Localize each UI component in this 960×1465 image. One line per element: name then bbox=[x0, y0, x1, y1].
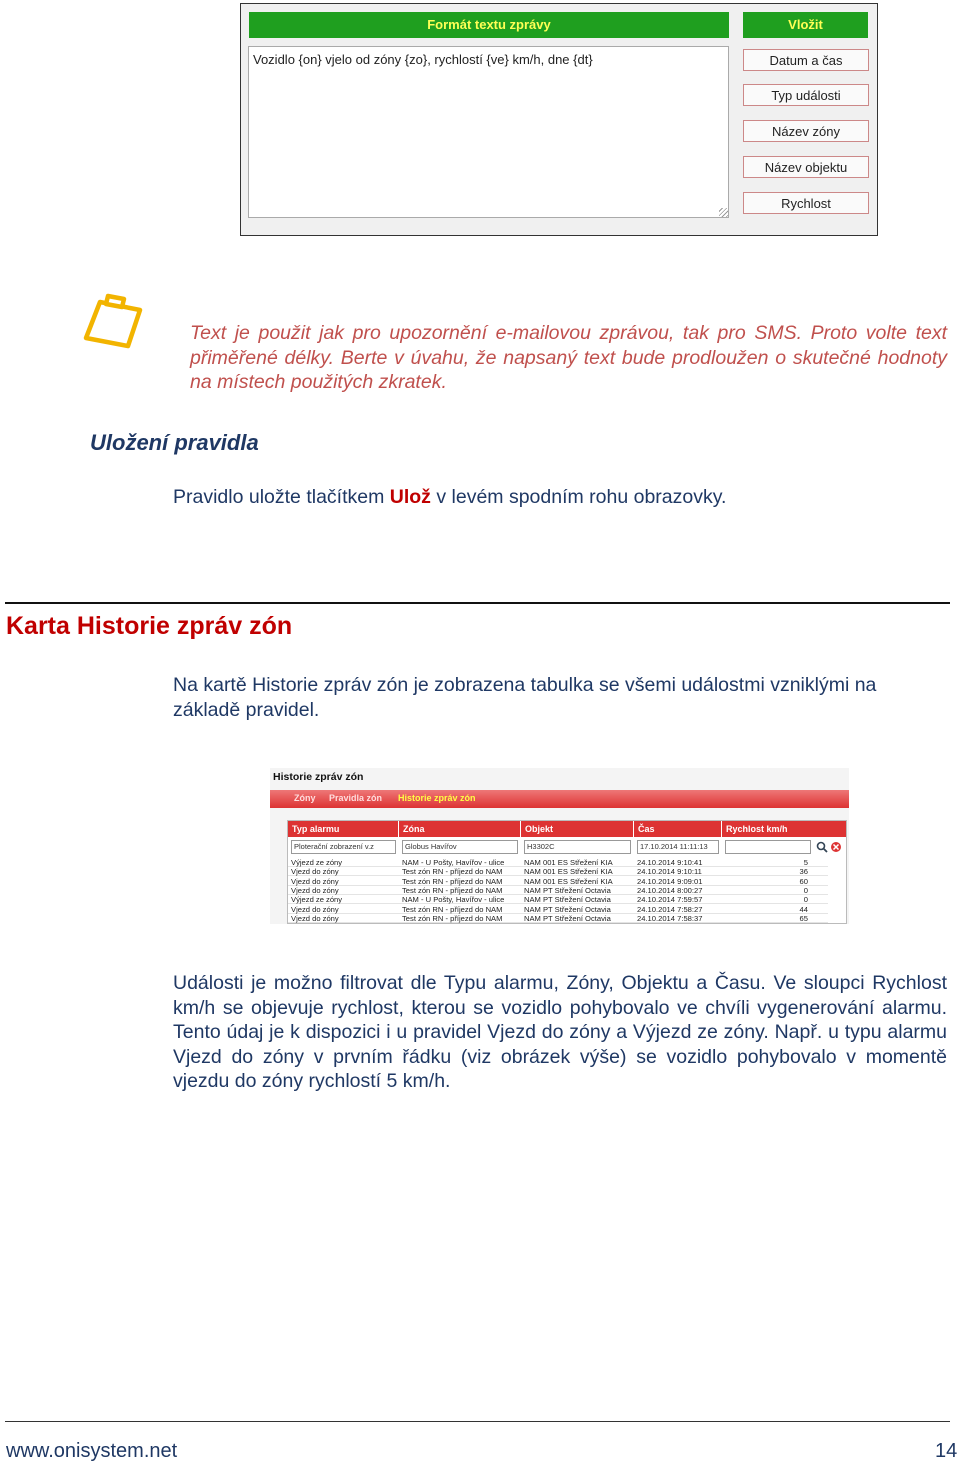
table-cell: Vjezd do zóny bbox=[291, 876, 339, 886]
section-intro-paragraph: Na kartě Historie zpráv zón je zobrazena tabulka se všemi událostmi vzniklými na základě pravidel. bbox=[173, 674, 877, 721]
tab-zone-history[interactable]: Historie zpráv zón bbox=[398, 793, 476, 803]
table-cell: 24.10.2014 9:10:11 bbox=[637, 867, 702, 877]
table-cell: Vjezd do zóny bbox=[291, 885, 339, 895]
column-zone[interactable]: Zóna bbox=[399, 821, 521, 837]
table-cell: NAM PT Střežení Octavia bbox=[524, 913, 611, 923]
filter-alarm-type[interactable]: Ploterační zobrazení v.z bbox=[291, 840, 396, 854]
table-row[interactable] bbox=[288, 905, 828, 914]
insert-object-name-button[interactable]: Název objektu bbox=[743, 156, 869, 178]
table-cell: 65 bbox=[799, 913, 808, 923]
table-cell: 24.10.2014 7:58:37 bbox=[637, 913, 703, 923]
footer-divider bbox=[5, 1421, 950, 1422]
events-paragraph: Události je možno filtrovat dle Typu alarmu, Zóny, Objektu a Času. Ve sloupci Rychlost km/h se objevuje rychlost, kterou se vozidlo pohybovalo ve chvíli vygenerování alarmu. Tento údaj je k dispozici i u pravidel Vjezd do zóny a Výjezd ze zóny. Např. u typu alarmu Vjezd do zóny v prvním řádku (viz obrázek výše) se vozidlo pohybovalo v momentě vjezdu do zóny rychlostí 5 km/h. bbox=[173, 972, 947, 1093]
clipboard-note-icon bbox=[82, 290, 148, 350]
insert-datetime-button[interactable]: Datum a čas bbox=[743, 49, 869, 71]
table-cell: Test zón RN - příjezd do NAM bbox=[402, 867, 503, 877]
filter-zone[interactable]: Globus Havířov bbox=[402, 840, 518, 854]
history-title: Historie zpráv zón bbox=[273, 771, 364, 783]
table-cell: 36 bbox=[799, 867, 808, 877]
history-table bbox=[287, 820, 847, 924]
table-cell: Výjezd ze zóny bbox=[291, 895, 343, 905]
table-cell: 24.10.2014 7:58:27 bbox=[637, 904, 703, 914]
tab-zones[interactable]: Zóny bbox=[294, 793, 316, 803]
column-time[interactable]: Čas bbox=[634, 821, 722, 837]
table-cell: Test zón RN - příjezd do NAM bbox=[402, 876, 503, 886]
column-alarm-type[interactable]: Typ alarmu bbox=[288, 821, 399, 837]
table-cell: NAM 001 ES Střežení KIA bbox=[524, 858, 613, 867]
table-cell: 24.10.2014 9:10:41 bbox=[637, 858, 703, 867]
table-row[interactable] bbox=[288, 895, 828, 904]
table-cell: NAM PT Střežení Octavia bbox=[524, 904, 611, 914]
table-cell: NAM PT Střežení Octavia bbox=[524, 885, 611, 895]
message-format-header: Formát textu zprávy bbox=[249, 12, 729, 38]
table-cell: 60 bbox=[799, 876, 808, 886]
search-icon[interactable] bbox=[816, 841, 828, 853]
table-cell: NAM 001 ES Střežení KIA bbox=[524, 867, 613, 877]
table-cell: NAM - U Pošty, Havířov - ulice bbox=[402, 895, 505, 905]
table-row[interactable] bbox=[288, 886, 828, 895]
section-divider bbox=[5, 602, 950, 604]
save-button-reference: Ulož bbox=[389, 486, 431, 508]
save-rule-paragraph: Pravidlo uložte tlačítkem Ulož v levém spodním rohu obrazovky. bbox=[173, 486, 727, 508]
insert-speed-button[interactable]: Rychlost bbox=[743, 192, 869, 214]
history-tab-bar bbox=[270, 790, 849, 808]
resize-grip-icon[interactable] bbox=[719, 208, 728, 217]
table-row[interactable] bbox=[288, 867, 828, 876]
table-cell: Test zón RN - příjezd do NAM bbox=[402, 904, 503, 914]
table-cell: Test zón RN - příjezd do NAM bbox=[402, 913, 503, 923]
tab-zone-rules[interactable]: Pravidla zón bbox=[329, 793, 383, 803]
history-screenshot bbox=[270, 768, 849, 924]
table-cell: Výjezd ze zóny bbox=[291, 858, 343, 867]
table-cell: 44 bbox=[799, 904, 808, 914]
table-cell: Vjezd do zóny bbox=[291, 913, 339, 923]
table-cell: 5 bbox=[803, 858, 808, 867]
column-speed[interactable]: Rychlost km/h bbox=[722, 821, 847, 837]
table-cell: Test zón RN - příjezd do NAM bbox=[402, 885, 503, 895]
insert-zone-name-button[interactable]: Název zóny bbox=[743, 120, 869, 142]
table-cell: NAM - U Pošty, Havířov - ulice bbox=[402, 858, 505, 867]
table-cell: 0 bbox=[803, 885, 808, 895]
table-cell: Vjezd do zóny bbox=[291, 867, 339, 877]
table-row[interactable] bbox=[288, 858, 828, 867]
clear-filter-icon[interactable] bbox=[830, 841, 842, 853]
table-cell: 0 bbox=[803, 895, 808, 905]
table-cell: NAM PT Střežení Octavia bbox=[524, 895, 611, 905]
message-format-textarea[interactable] bbox=[248, 46, 729, 218]
table-cell: 24.10.2014 7:59:57 bbox=[637, 895, 703, 905]
save-rule-heading: Uložení pravidla bbox=[90, 430, 259, 455]
table-row[interactable] bbox=[288, 914, 828, 923]
insert-header: Vložit bbox=[743, 12, 868, 38]
table-cell: 24.10.2014 8:00:27 bbox=[637, 885, 703, 895]
page-number: 14 bbox=[935, 1440, 958, 1462]
table-cell: Vjezd do zóny bbox=[291, 904, 339, 914]
section-heading: Karta Historie zpráv zón bbox=[6, 612, 293, 640]
filter-speed[interactable] bbox=[725, 840, 811, 854]
table-cell: NAM 001 ES Střežení KIA bbox=[524, 876, 613, 886]
table-cell: 24.10.2014 9:09:01 bbox=[637, 876, 703, 886]
insert-event-type-button[interactable]: Typ události bbox=[743, 84, 869, 106]
filter-time[interactable]: 17.10.2014 11:11:13 bbox=[637, 840, 719, 854]
note-text: Text je použit jak pro upozornění e-mailovou zprávou, tak pro SMS. Proto volte text přiměřené délky. Berte v úvahu, že napsaný text bude prodloužen o skutečné hodnoty na místech použitých zkratek. bbox=[190, 322, 947, 393]
table-row[interactable] bbox=[288, 877, 828, 886]
filter-object[interactable]: H3302C bbox=[524, 840, 631, 854]
message-format-panel bbox=[240, 3, 878, 236]
column-object[interactable]: Objekt bbox=[521, 821, 634, 837]
footer-url[interactable]: www.onisystem.net bbox=[6, 1440, 178, 1462]
